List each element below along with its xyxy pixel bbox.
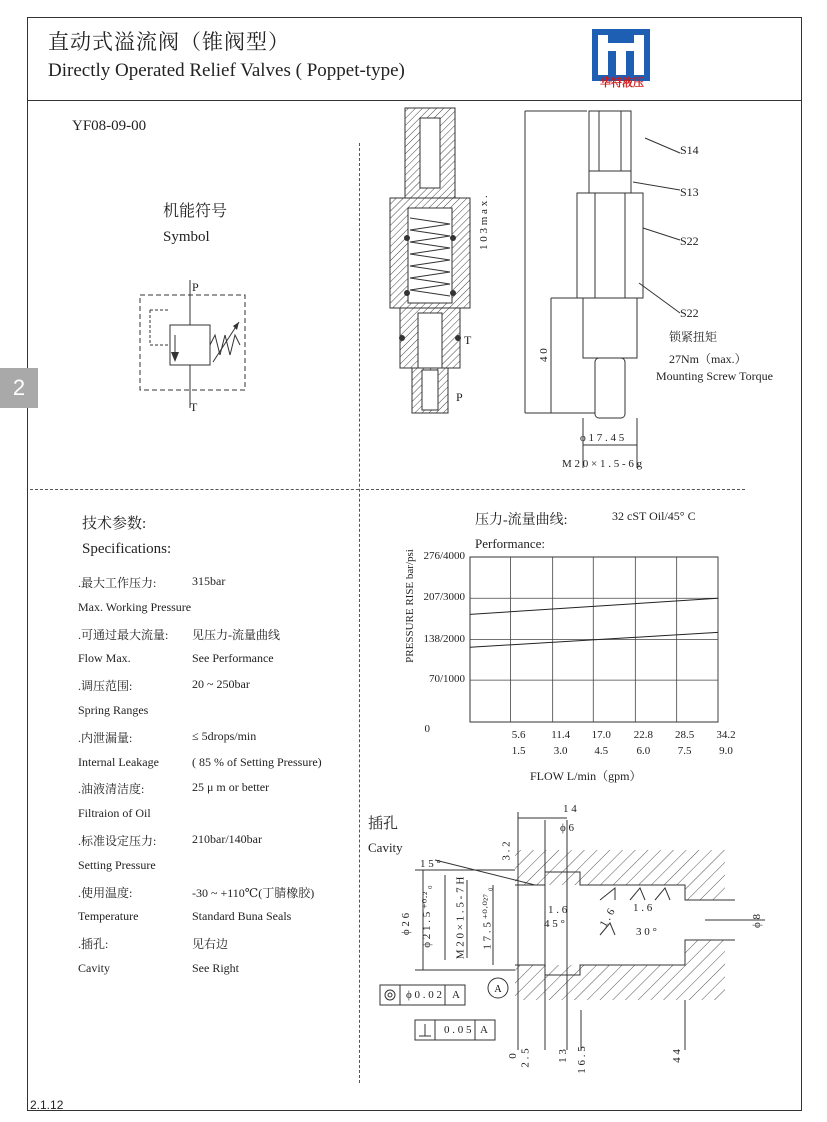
cavity-title-en: Cavity <box>368 840 403 855</box>
spec-value: 210bar/140bar <box>192 832 262 846</box>
svg-text:A: A <box>494 984 502 995</box>
dim-max-length: 1 0 3 m a x . <box>478 195 490 250</box>
spec-value: 20 ~ 250bar <box>192 677 250 692</box>
chart-y-tick-label: 138/2000 <box>423 632 465 645</box>
spec-value: ( 85 % of Setting Pressure) <box>192 754 322 769</box>
spec-label: Temperature <box>78 909 139 924</box>
drawing-port-p: P <box>456 390 463 404</box>
spec-label: .标准设定压力: <box>78 834 157 848</box>
chart-x-tick-label-lpm: 28.5 <box>675 729 695 741</box>
spec-value: -30 ~ +110℃(丁腈橡胶) <box>192 885 315 900</box>
spec-label: .插孔: <box>78 937 109 952</box>
chart-x-axis-label: FLOW L/min（gpm） <box>530 769 642 783</box>
cavity-title-cn: 插孔 <box>368 816 399 832</box>
spec-label: .内泄漏量: <box>78 730 133 745</box>
chart-x-tick-label-gpm: 3.0 <box>553 745 568 757</box>
cav-dim-3-2: 3 . 2 <box>500 841 513 861</box>
dim-diameter: ϕ 1 7 . 4 5 <box>580 432 625 444</box>
specs-title-en: Specifications: <box>82 541 172 557</box>
spec-label: Cavity <box>78 961 110 975</box>
hydraulic-symbol <box>135 280 255 420</box>
valve-section-drawing <box>380 108 480 418</box>
chart-x-tick-label-lpm: 34.2 <box>716 729 736 741</box>
chart-x-tick-label-gpm: 4.5 <box>594 745 609 757</box>
spec-label: Filtraion of Oil <box>78 806 151 821</box>
tolerance-concentricity: ϕ 0 . 0 2 <box>406 989 443 1001</box>
specs-title-cn: 技术参数: <box>82 516 147 532</box>
valve-outline-drawing <box>515 108 665 478</box>
torque-value: 27Nm（max.） <box>669 352 747 366</box>
chart-x-tick-label-lpm: 5.6 <box>511 729 526 741</box>
chart-y-tick-label: 70/1000 <box>428 673 465 686</box>
cav-dim-14: 1 4 <box>563 803 577 815</box>
cav-base-2-5: 2 . 5 <box>519 1048 532 1068</box>
section-tab: 2 <box>0 368 38 408</box>
spec-label: Flow Max. <box>78 651 131 666</box>
tolerance-datum-2: A <box>480 1024 488 1036</box>
performance-chart <box>470 557 718 722</box>
chart-x-tick-label-gpm: 1.5 <box>511 745 526 757</box>
chart-x-tick-label-lpm: 17.0 <box>591 729 611 741</box>
section-divider-h <box>30 489 745 490</box>
chart-x-tick-label-lpm: 11.4 <box>551 729 571 741</box>
header-divider <box>27 100 802 101</box>
cav-dim-1-6a: 1 . 6 <box>548 904 568 916</box>
brand-name: 华特液压 <box>600 76 644 89</box>
chart-series-line <box>470 598 718 614</box>
spec-label: .最大工作压力: <box>78 576 157 590</box>
spec-value: ≤ 5drops/min <box>192 728 257 743</box>
label-s22-upper: S22 <box>680 234 699 248</box>
spec-label: .调压范围: <box>78 679 133 694</box>
chart-y-tick-label: 276/4000 <box>423 550 465 562</box>
label-s14: S14 <box>680 143 699 157</box>
torque-title-cn: 锁紧扭矩 <box>669 330 718 344</box>
dim-thread: M 2 0 × 1 . 5 - 6 g <box>562 458 643 470</box>
cav-dim-17-5: 1 7 . 5 ⁺⁰·⁰²⁷ ₀ <box>481 887 494 950</box>
chart-y-axis-label: PRESSURE RISE bar/psi <box>404 549 416 663</box>
dim-40: 4 0 <box>538 348 550 362</box>
cav-dim-1-6c: 1 . 6 <box>633 902 653 914</box>
chart-y-tick-label: 0 <box>424 723 430 735</box>
model-number: YF08-09-00 <box>72 118 147 134</box>
chart-x-tick-label-lpm: 22.8 <box>633 729 653 741</box>
spec-value: 见右边 <box>192 937 229 952</box>
spec-label: Max. Working Pressure <box>78 599 192 614</box>
page-number: 2.1.12 <box>30 1098 64 1112</box>
drawing-port-t: T <box>464 333 472 347</box>
cav-dim-30deg: 3 0 ° <box>636 926 657 938</box>
chart-x-tick-label-gpm: 7.5 <box>677 745 692 757</box>
label-s22-lower: S22 <box>680 306 699 320</box>
performance-title-en: Performance: <box>475 536 546 551</box>
symbol-port-t: T <box>190 400 198 414</box>
symbol-title-en: Symbol <box>163 229 210 245</box>
cav-dim-m20: M 2 0 × 1 . 5 - 7 H <box>454 876 467 960</box>
tolerance-perpendicularity: 0 . 0 5 <box>444 1024 472 1036</box>
tolerance-datum-1: A <box>452 989 460 1001</box>
title-english: Directly Operated Relief Valves ( Poppet-type) <box>48 60 405 81</box>
spec-label: Spring Ranges <box>78 703 149 717</box>
label-s13: S13 <box>680 185 699 199</box>
cav-dim-45deg: 4 5 ° <box>544 918 565 930</box>
chart-x-tick-label-gpm: 6.0 <box>636 745 651 757</box>
cav-dim-15deg: 1 5 ° <box>420 858 441 870</box>
symbol-port-p: P <box>192 280 199 294</box>
spec-value: See Right <box>192 961 239 975</box>
spec-value: 315bar <box>192 574 226 588</box>
spec-value: 见压力-流量曲线 <box>192 627 280 642</box>
title-chinese: 直动式溢流阀（锥阀型） <box>48 30 290 54</box>
symbol-title-cn: 机能符号 <box>163 203 228 220</box>
chart-y-tick-label: 207/3000 <box>423 591 465 604</box>
spec-value: See Performance <box>192 651 274 666</box>
spec-label: .油液清洁度: <box>78 782 145 797</box>
cav-dim-d26: ϕ 2 6 <box>400 912 413 936</box>
cav-base-0: 0 <box>506 1053 519 1059</box>
cav-base-44: 4 4 <box>670 1049 683 1063</box>
spec-label: Setting Pressure <box>78 857 156 872</box>
performance-condition: 32 cST Oil/45° C <box>612 509 696 523</box>
cav-dim-d21-5: ϕ 2 1 . 5 ⁺⁰·² ₀ <box>420 885 433 948</box>
spec-value: 25 μ m or better <box>192 780 270 795</box>
chart-x-tick-label-gpm: 9.0 <box>719 745 733 757</box>
spec-label: .可通过最大流量: <box>78 627 169 642</box>
cav-base-16-5: 1 6 . 5 <box>575 1046 588 1074</box>
cav-base-13: 1 3 <box>556 1049 569 1063</box>
spec-label: .使用温度: <box>78 885 133 900</box>
spec-value: Standard Buna Seals <box>192 909 292 924</box>
cav-dim-d6: ϕ 6 <box>560 822 575 834</box>
cav-dim-1-6b: 1 . 6 <box>597 906 618 930</box>
spec-label: Internal Leakage <box>78 754 159 769</box>
section-divider-v <box>359 143 360 1083</box>
cav-dim-d8: ϕ 8 <box>751 913 764 929</box>
torque-title-en: Mounting Screw Torque <box>656 369 773 383</box>
performance-title-cn: 压力-流量曲线: <box>475 513 568 528</box>
